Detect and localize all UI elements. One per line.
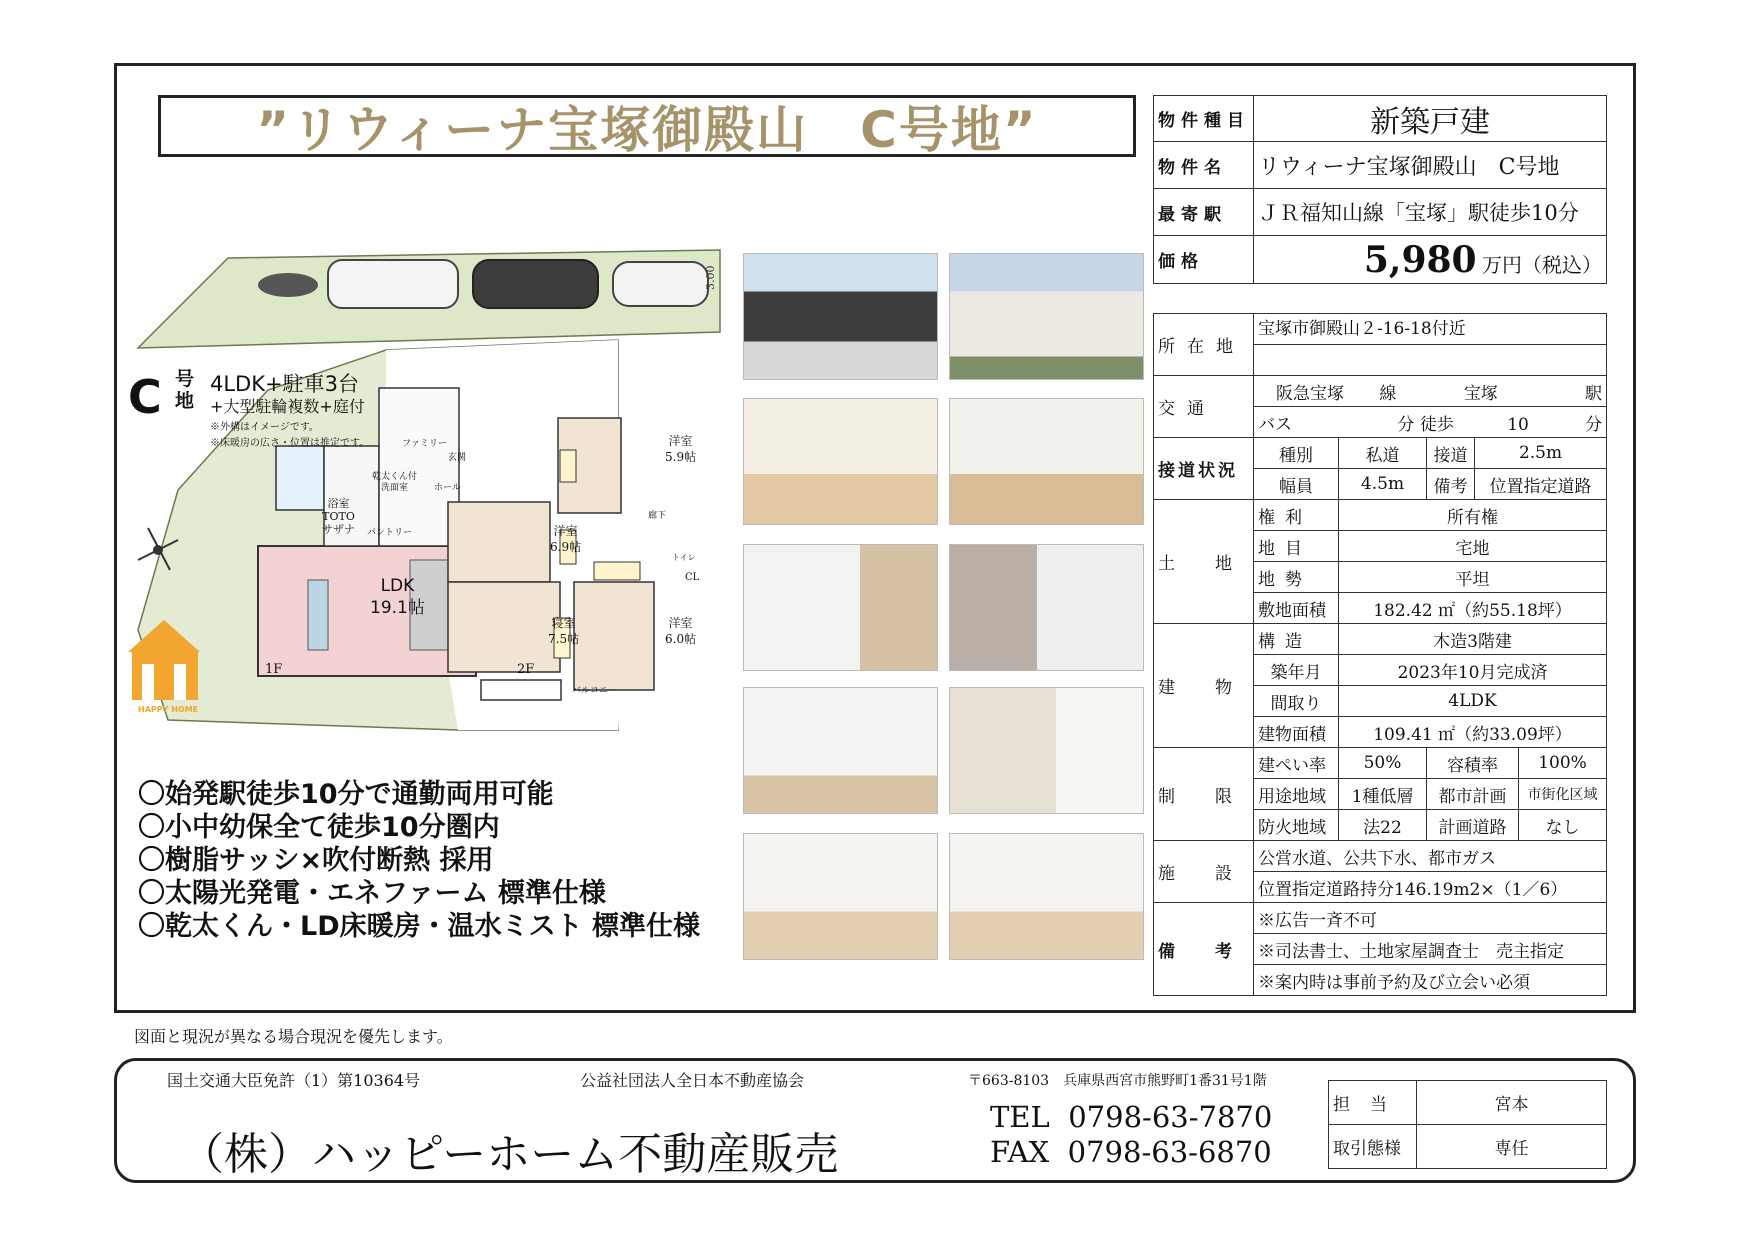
photo-bathroom (949, 544, 1144, 671)
far-label: 容積率 (1427, 748, 1519, 779)
remark-1: ※広告一斉不可 (1254, 903, 1607, 934)
traffic-fun2: 分 (1585, 414, 1603, 435)
photo-storage (949, 687, 1144, 814)
company-name: （株）ハッピーホーム不動産販売 (180, 1129, 839, 1180)
kitchen-sink (308, 580, 328, 650)
bath-name: 浴室 (327, 497, 350, 510)
building-label: 建物 (1154, 624, 1254, 748)
price-value: 5,980 (1363, 238, 1477, 281)
plan-badge-side: 号地 (175, 368, 195, 412)
cityplan-label: 都市計画 (1427, 779, 1519, 810)
western-room-2-label (550, 523, 581, 555)
road-contact: 2.5m (1475, 438, 1607, 469)
layout-label: 間取り (1254, 686, 1339, 717)
spec-table (1153, 313, 1607, 996)
built-label: 築年月 (1254, 655, 1339, 686)
closet-4 (594, 562, 640, 580)
fire-value: 法22 (1339, 810, 1427, 841)
road-note: 位置指定道路 (1475, 469, 1607, 500)
bed-size: 7.5帖 (548, 632, 580, 646)
west2-size: 6.9帖 (550, 540, 582, 554)
traffic-sen: 線 (1379, 383, 1397, 404)
facility-label: 施設 (1154, 841, 1254, 903)
plan-note-2: ※床暖房の広さ・位置は推定です。 (210, 438, 370, 449)
fax-label: FAX (990, 1135, 1050, 1169)
photo-western-room (949, 833, 1144, 960)
feature-item: 〇始発駅徒歩10分で通勤両用可能 (138, 779, 554, 810)
planroad-label: 計画道路 (1427, 810, 1519, 841)
road-width: 4.5m (1339, 469, 1427, 500)
closet-label: CL (685, 572, 700, 583)
road-kind: 私道 (1339, 438, 1427, 469)
photo-toilet (743, 687, 938, 814)
facility-line-2: 位置指定道路持分146.19m2×（1／6） (1254, 872, 1607, 903)
feature-item: 〇太陽光発電・エネファーム 標準仕様 (138, 878, 606, 909)
zone-label: 用途地域 (1254, 779, 1339, 810)
floor-2-label: 2F (517, 662, 535, 677)
traffic-label: 交通 (1154, 376, 1254, 438)
bath-maker1: TOTO (322, 510, 355, 523)
balcony-label: バルコニー (572, 686, 618, 696)
coverage-label: 建ぺい率 (1254, 748, 1339, 779)
pantry-label: パントリー (367, 528, 413, 538)
landcat-value: 宅地 (1339, 531, 1607, 562)
struct-value: 木造3階建 (1339, 624, 1607, 655)
bedroom (448, 582, 560, 672)
license: 国土交通大臣免許（1）第10364号 (167, 1071, 421, 1090)
staff-table (1328, 1080, 1607, 1169)
traffic-eki: 駅 (1585, 383, 1603, 404)
type-label: 物件種目 (1154, 96, 1254, 142)
terrain-label: 地勢 (1254, 562, 1339, 593)
floor-area-value: 109.41 ㎡（約33.09坪） (1339, 717, 1607, 748)
right-label: 権利 (1254, 500, 1339, 531)
dryer-label (372, 472, 417, 494)
disclaimer: 図面と現況が異なる場合現況を優先します。 (134, 1027, 453, 1046)
parking-dimension: 3.00 (704, 265, 717, 290)
bedroom-label (548, 615, 579, 647)
photo-exterior-front (743, 253, 938, 380)
plan-sub: +大型駐輪複数+庭付 (210, 397, 365, 416)
land-label: 土地 (1154, 500, 1254, 624)
car-white (328, 260, 458, 308)
property-title: ”リウィーナ宝塚御殿山 C号地” (256, 101, 1038, 159)
remarks-label: 備考 (1154, 903, 1254, 996)
location-label: 所在地 (1154, 314, 1254, 376)
west1-size: 5.9帖 (665, 450, 697, 464)
traffic-bus: バス (1258, 414, 1292, 435)
feature-item: 〇小中幼保全て徒歩10分圏内 (138, 812, 500, 843)
zone-value: 1種低層 (1339, 779, 1427, 810)
station-value: ＪＲ福知山線「宝塚」駅徒歩10分 (1254, 189, 1607, 236)
landcat-label: 地目 (1254, 531, 1339, 562)
fire-label: 防火地域 (1254, 810, 1339, 841)
bed-name: 寝室 (551, 616, 576, 630)
company-address: 〒663-8103 兵庫県西宮市熊野町1番31号1階 (968, 1073, 1267, 1089)
bath-maker2: サザナ (322, 523, 355, 536)
floor-1-label: 1F (265, 662, 283, 677)
area-value: 182.42 ㎡（約55.18坪） (1339, 593, 1607, 624)
road-width-label: 幅員 (1254, 469, 1339, 500)
contact-block (990, 1100, 1272, 1170)
feature-item: 〇乾太くん・LD床暖房・温水ミスト 標準仕様 (138, 911, 701, 942)
fax-number: 0798-63-6870 (1067, 1135, 1272, 1169)
motorbike (258, 273, 318, 297)
mode-value: 専任 (1417, 1125, 1607, 1169)
remark-2: ※司法書士、土地家屋調査士 売主指定 (1254, 934, 1607, 965)
road-kind-label: 種別 (1254, 438, 1339, 469)
tel-label: TEL (990, 1100, 1050, 1134)
cityplan-value: 市街化区域 (1519, 779, 1607, 810)
tel-number[interactable]: 0798-63-7870 (1068, 1100, 1273, 1134)
western-room-2 (448, 502, 550, 582)
car-black (473, 260, 598, 308)
staff-label: 担当 (1329, 1081, 1417, 1125)
western-room-3-label (665, 615, 696, 647)
type-value: 新築戸建 (1254, 96, 1607, 142)
name-label: 物件名 (1154, 142, 1254, 189)
car-silver (613, 262, 708, 306)
traffic-fun: 分 (1397, 414, 1415, 435)
far-value: 100% (1519, 748, 1607, 779)
remark-3: ※案内時は事前予約及び立会い必須 (1254, 965, 1607, 996)
west3-size: 6.0帖 (665, 632, 697, 646)
photo-exterior-street (949, 253, 1144, 380)
association: 公益社団法人全日本不動産協会 (580, 1071, 805, 1090)
floor-area-label: 建物面積 (1254, 717, 1339, 748)
property-title-box (158, 95, 1136, 157)
facility-line-1: 公営水道、公共下水、都市ガス (1254, 841, 1607, 872)
mode-label: 取引態様 (1329, 1125, 1417, 1169)
plan-note-1: ※外構はイメージです。 (210, 422, 319, 433)
right-value: 所有権 (1339, 500, 1607, 531)
west2-name: 洋室 (553, 524, 578, 538)
photo-living-room (743, 398, 938, 525)
planroad-value: なし (1519, 810, 1607, 841)
struct-label: 構造 (1254, 624, 1339, 655)
bathroom (276, 446, 324, 510)
western-room-3 (574, 582, 654, 690)
station-label: 最寄駅 (1154, 189, 1254, 236)
road-label: 接道状況 (1154, 438, 1254, 500)
traffic-walk: 徒歩 (1419, 414, 1454, 435)
plan-headline: 4LDK+駐車3台 (210, 372, 359, 396)
corridor-label: 廊下 (648, 511, 667, 521)
traffic-station: 宝塚 (1463, 383, 1498, 404)
summary-table (1153, 95, 1607, 284)
price-label: 価格 (1154, 236, 1254, 284)
west3-name: 洋室 (668, 616, 693, 630)
feature-item: 〇樹脂サッシ×吹付断熱 採用 (138, 845, 494, 876)
toilet-label: トイレ (672, 553, 696, 562)
hall (379, 388, 459, 546)
photo-washroom (743, 544, 938, 671)
feature-list (138, 778, 700, 943)
bath-label (322, 497, 355, 536)
western-room-1-label (665, 433, 696, 465)
ldk-name: LDK (380, 576, 415, 596)
staff-name: 宮本 (1417, 1081, 1607, 1125)
ldk-label (370, 575, 425, 619)
layout-value: 4LDK (1339, 686, 1607, 717)
terrain-value: 平坦 (1339, 562, 1607, 593)
price-unit: 万円（税込） (1482, 252, 1602, 277)
site-plan (118, 240, 733, 730)
road-contact-label: 接道 (1427, 438, 1475, 469)
limit-label: 制限 (1154, 748, 1254, 841)
entrance-label: 玄関 (448, 453, 467, 463)
balcony (481, 680, 561, 700)
family-label: ファミリー (402, 439, 447, 449)
road-note-label: 備考 (1427, 469, 1475, 500)
area-label: 敷地面積 (1254, 593, 1339, 624)
built-value: 2023年10月完成済 (1339, 655, 1607, 686)
hall-label: ホール (434, 483, 461, 493)
photo-bedroom (743, 833, 938, 960)
logo-text: HAPPY HOME (138, 705, 199, 714)
name-value: リウィーナ宝塚御殿山 C号地 (1254, 142, 1607, 189)
traffic-line: 阪急宝塚 (1276, 383, 1344, 404)
traffic-min: 10 (1507, 414, 1529, 435)
location-value: 宝塚市御殿山２-16-18付近 (1254, 314, 1607, 345)
dryer2: 洗面室 (381, 483, 409, 493)
coverage-value: 50% (1339, 748, 1427, 779)
photo-kitchen (949, 398, 1144, 525)
west1-name: 洋室 (668, 434, 693, 448)
dryer1: 乾太くん付 (372, 472, 418, 482)
ldk-size: 19.1帖 (370, 598, 425, 618)
plan-badge-letter: C (128, 370, 162, 424)
closet-1 (560, 450, 576, 482)
